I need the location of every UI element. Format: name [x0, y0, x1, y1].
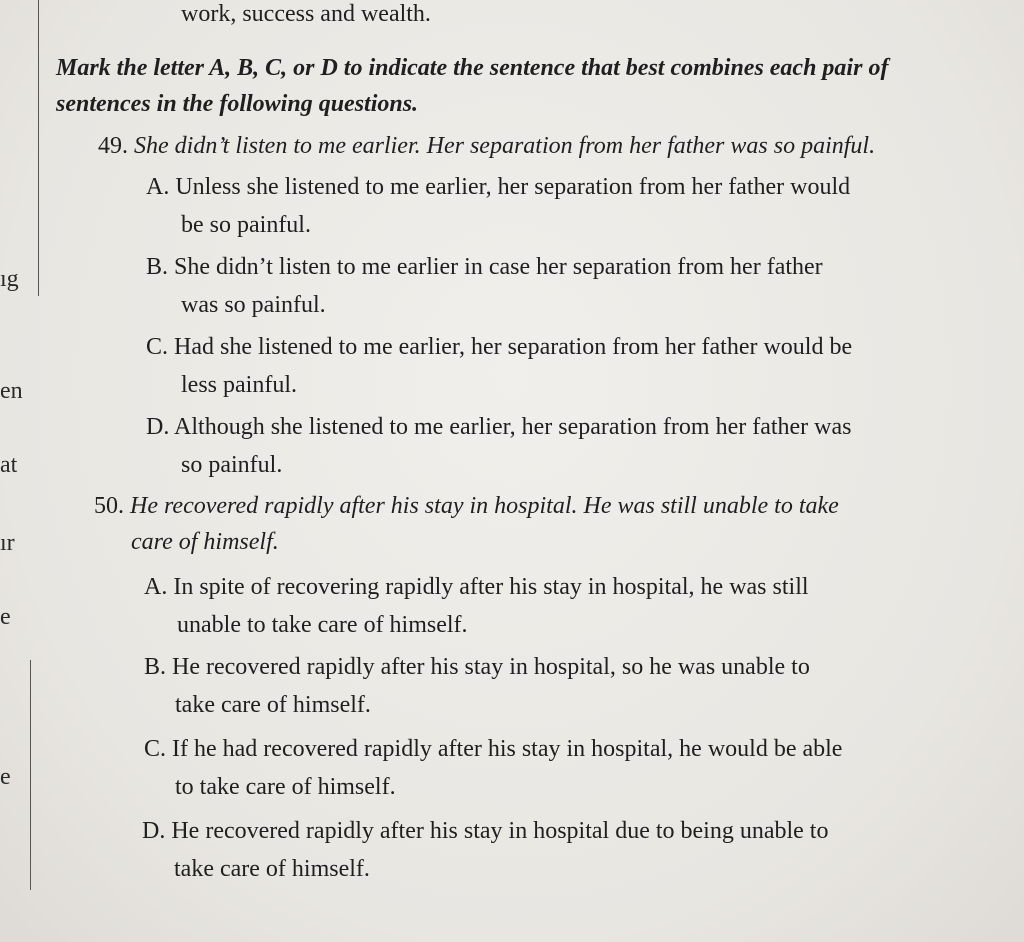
option-50-d[interactable] — [142, 812, 978, 888]
option-text: Had she listened to me earlier, her separation from her father would be — [174, 334, 853, 360]
option-letter: A. — [146, 174, 170, 200]
option-49-b[interactable] — [146, 248, 966, 324]
option-letter: A. — [144, 574, 168, 600]
margin-rule-top — [38, 0, 39, 296]
question-stem: He recovered rapidly after his stay in hospital. He was still unable to take — [130, 493, 839, 519]
option-text-cont: take care of himself. — [175, 692, 371, 718]
previous-text-line: work, success and wealth. — [181, 1, 431, 27]
option-text: Although she listened to me earlier, her separation from her father was — [174, 414, 852, 440]
option-letter: B. — [144, 654, 167, 680]
margin-fragment: at — [0, 452, 18, 478]
option-49-c[interactable] — [146, 328, 966, 404]
margin-fragment: ır — [0, 530, 15, 556]
question-49 — [98, 128, 968, 164]
option-text: Unless she listened to me earlier, her separation from her father would — [175, 174, 851, 200]
option-50-b[interactable] — [144, 648, 974, 724]
question-stem-cont: care of himself. — [131, 529, 279, 555]
option-text: If he had recovered rapidly after his stay in hospital, he would be able — [172, 736, 843, 762]
option-50-a[interactable] — [144, 568, 974, 644]
margin-fragment: en — [0, 378, 23, 404]
option-49-a[interactable] — [146, 168, 966, 244]
margin-fragment: e — [0, 764, 11, 790]
question-50 — [94, 488, 974, 560]
margin-fragment: e — [0, 604, 11, 630]
option-text: He recovered rapidly after his stay in hospital due to being unable to — [171, 818, 829, 844]
option-text-cont: to take care of himself. — [175, 774, 396, 800]
option-text-cont: was so painful. — [181, 292, 326, 318]
question-number: 50. — [94, 493, 124, 519]
option-letter: C. — [146, 334, 169, 360]
option-text: She didn’t listen to me earlier in case her separation from her father — [174, 254, 823, 280]
option-letter: D. — [146, 414, 170, 440]
option-text-cont: take care of himself. — [174, 856, 370, 882]
option-letter: D. — [142, 818, 166, 844]
option-49-d[interactable] — [146, 408, 966, 484]
question-stem: She didn’t listen to me earlier. Her separation from her father was so painful. — [134, 133, 876, 159]
option-text-cont: so painful. — [181, 452, 283, 478]
question-number: 49. — [98, 133, 128, 159]
option-letter: B. — [146, 254, 169, 280]
instruction-heading: Mark the letter A, B, C, or D to indicate the sentence that best combines each pair of sentences in the following questions. — [56, 55, 889, 117]
margin-rule-bottom — [30, 660, 31, 890]
option-letter: C. — [144, 736, 167, 762]
option-text-cont: be so painful. — [181, 212, 311, 238]
option-50-c[interactable] — [144, 730, 974, 806]
option-text: He recovered rapidly after his stay in hospital, so he was unable to — [172, 654, 810, 680]
option-text-cont: unable to take care of himself. — [177, 612, 468, 638]
margin-fragment: ıg — [0, 266, 19, 292]
option-text-cont: less painful. — [181, 372, 297, 398]
option-text: In spite of recovering rapidly after his stay in hospital, he was still — [173, 574, 809, 600]
